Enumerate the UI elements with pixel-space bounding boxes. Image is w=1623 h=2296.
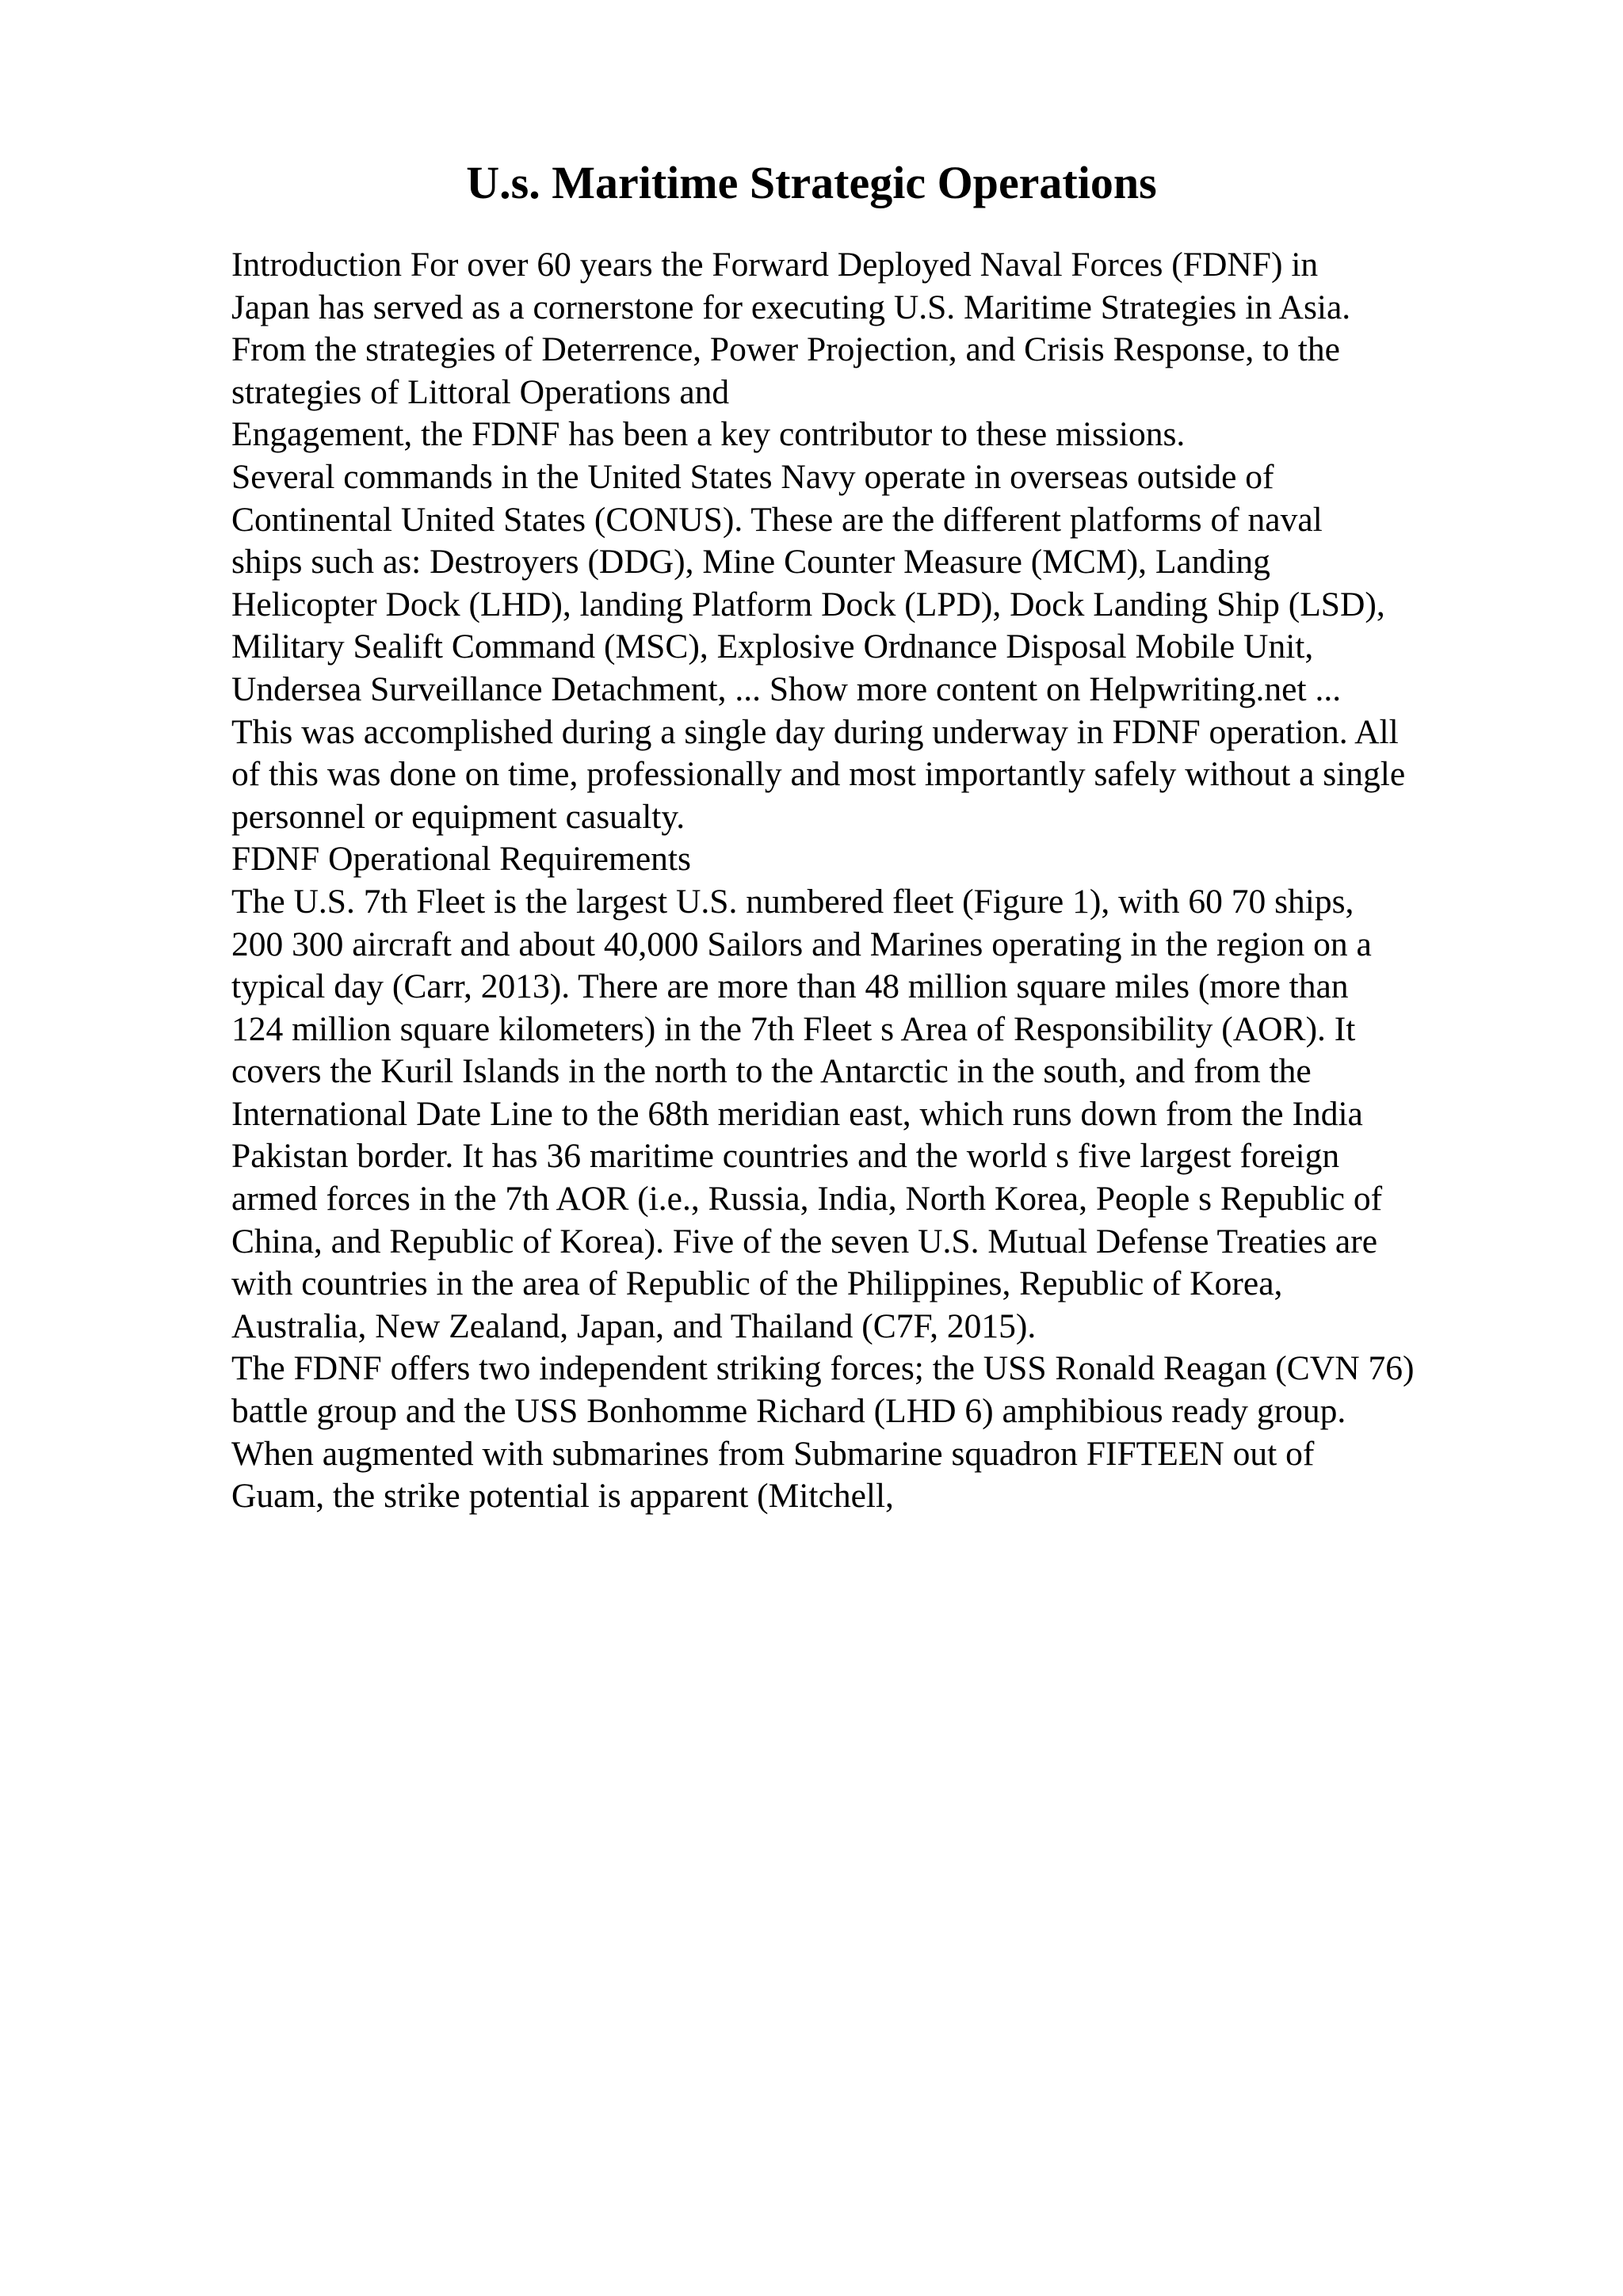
text-line: The FDNF offers two independent striking forces; the USS Ronald Reagan (CVN 76) [231,1349,1415,1388]
text-line: typical day (Carr, 2013). There are more than 48 million square miles (more than [231,967,1349,1006]
text-line: with countries in the area of Republic of the Philippines, Republic of Korea, [231,1264,1283,1303]
text-line: Pakistan border. It has 36 maritime countries and the world s five largest foreign [231,1137,1340,1176]
text-line: covers the Kuril Islands in the north to the Antarctic in the south, and from the [231,1052,1312,1091]
text-line: of this was done on time, professionally and most importantly safely without a single [231,755,1406,794]
text-line: Engagement, the FDNF has been a key contributor to these missions. [231,415,1186,454]
text-line: ships such as: Destroyers (DDG), Mine Counter Measure (MCM), Landing [231,543,1270,582]
text-line: Australia, New Zealand, Japan, and Thailand (C7F, 2015). [231,1306,1037,1345]
text-line: Continental United States (CONUS). These are the different platforms of naval [231,500,1323,539]
text-line: 124 million square kilometers) in the 7th Fleet s Area of Responsibility (AOR). It [231,1009,1356,1048]
text-line: Introduction For over 60 years the Forward Deployed Naval Forces (FDNF) in [231,246,1319,284]
text-line: Undersea Surveillance Detachment, ... Show more content on Helpwriting.net ... [231,669,1342,708]
text-line: Helicopter Dock (LHD), landing Platform Dock (LPD), Dock Landing Ship (LSD), [231,585,1385,624]
text-line: battle group and the USS Bonhomme Richard (LHD 6) amphibious ready group. [231,1392,1346,1431]
text-line: personnel or equipment casualty. [231,797,685,836]
text-line: 200 300 aircraft and about 40,000 Sailors and Marines operating in the region on a [231,925,1372,963]
text-line: Several commands in the United States Navy operate in overseas outside of [231,457,1274,496]
page-title: U.s. Maritime Strategic Operations [466,157,1157,208]
text-line: This was accomplished during a single day during underway in FDNF operation. All [231,712,1399,751]
document-body [231,244,1579,1518]
text-line: Military Sealift Command (MSC), Explosive Ordnance Disposal Mobile Unit, [231,627,1314,666]
text-line: Guam, the strike potential is apparent (Mitchell, [231,1477,894,1516]
text-line: The U.S. 7th Fleet is the largest U.S. numbered fleet (Figure 1), with 60 70 ships, [231,882,1354,921]
text-line: From the strategies of Deterrence, Power Projection, and Crisis Response, to the [231,330,1340,369]
text-line: strategies of Littoral Operations and [231,372,730,411]
text-line: When augmented with submarines from Submarine squadron FIFTEEN out of [231,1434,1315,1473]
text-line: armed forces in the 7th AOR (i.e., Russia, India, North Korea, People s Republic of [231,1180,1383,1219]
text-line: International Date Line to the 68th meridian east, which runs down from the India [231,1094,1363,1133]
text-line: Japan has served as a cornerstone for executing U.S. Maritime Strategies in Asia. [231,288,1351,326]
section-heading: FDNF Operational Requirements [231,840,691,879]
text-line: China, and Republic of Korea). Five of the seven U.S. Mutual Defense Treaties are [231,1222,1378,1261]
